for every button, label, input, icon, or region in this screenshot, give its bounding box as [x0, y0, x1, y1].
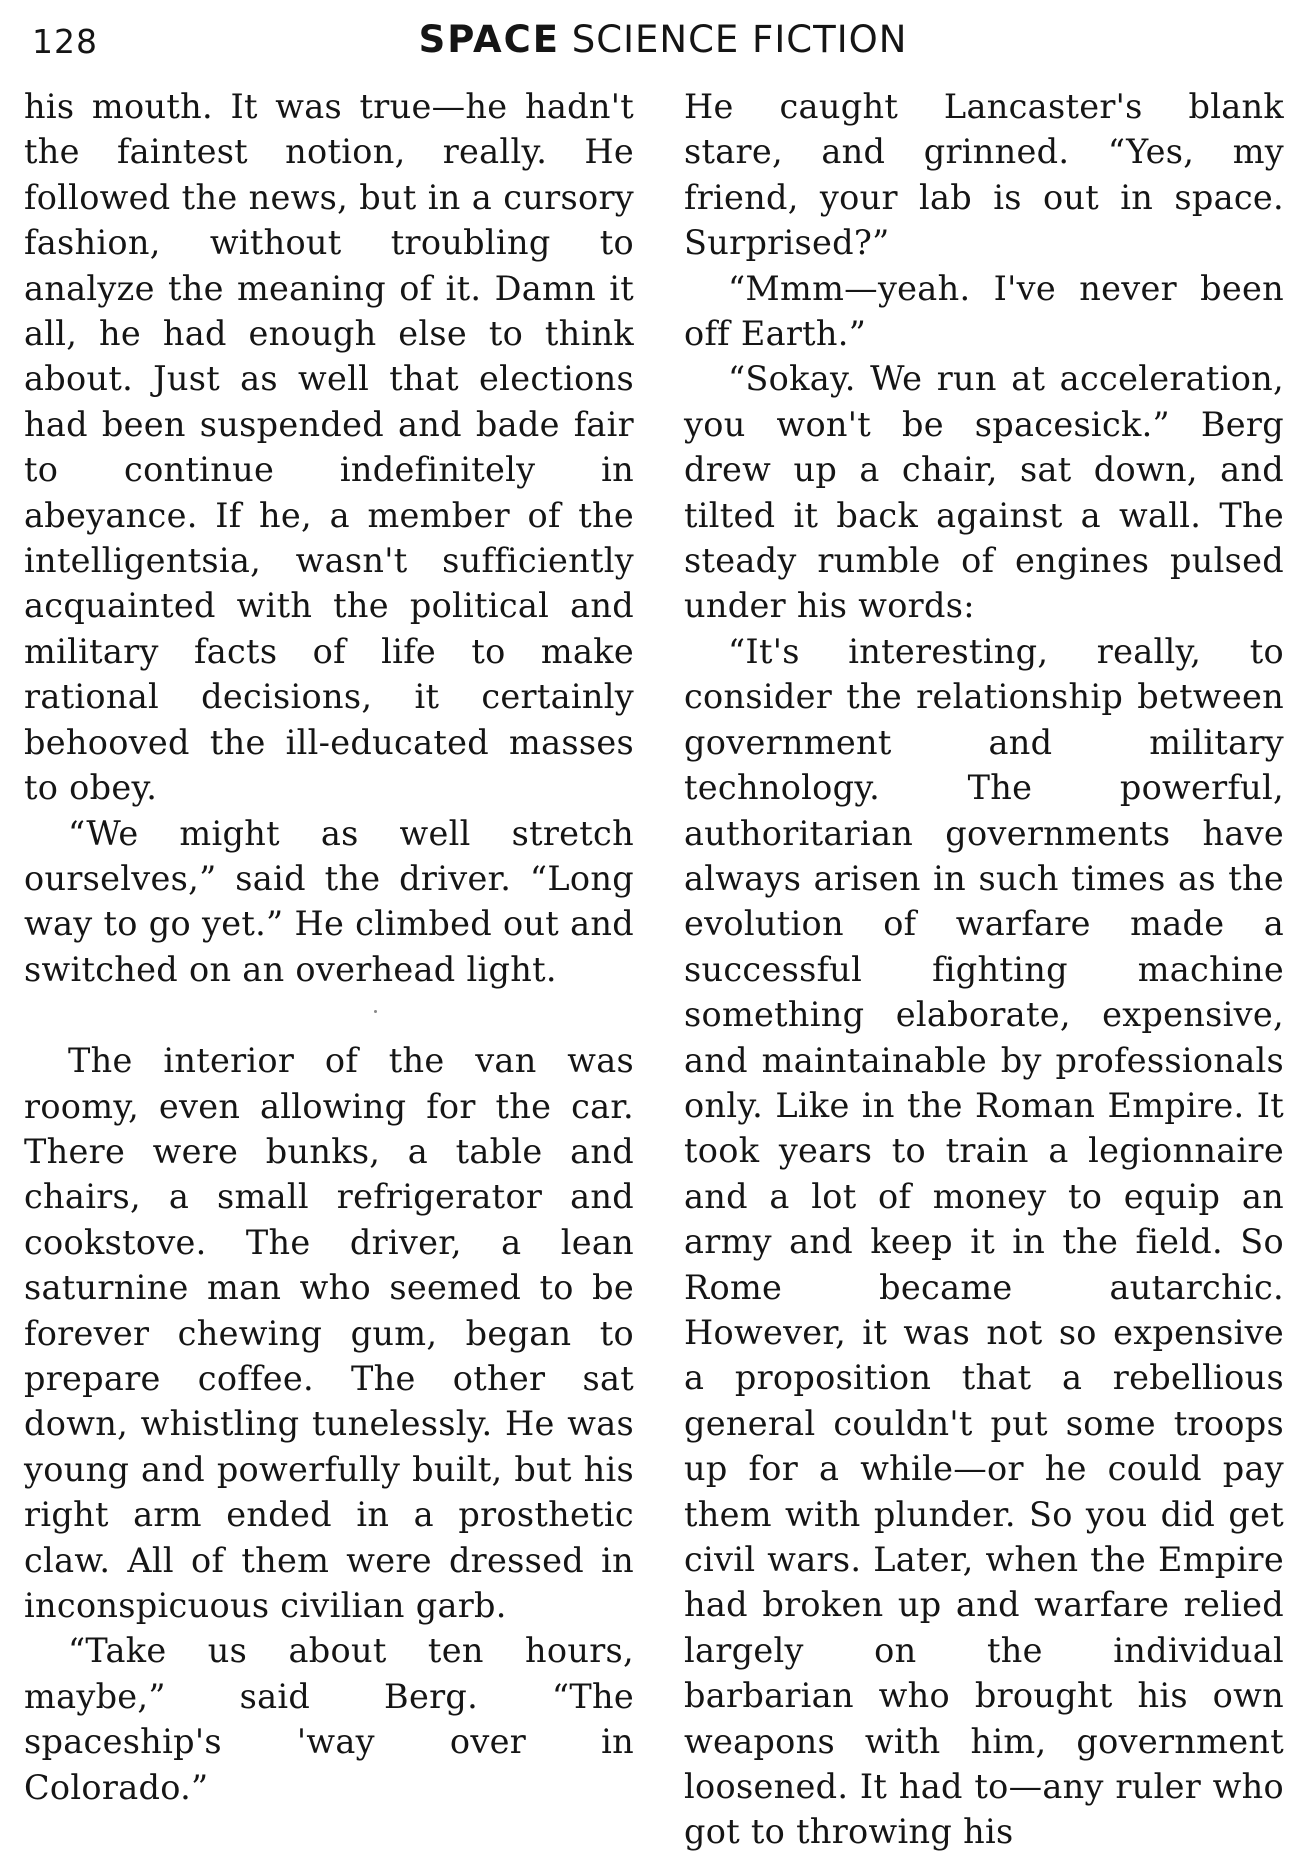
- left-column: [24, 84, 634, 1810]
- page-header: [28, 12, 1298, 72]
- page-number: 128: [32, 22, 98, 61]
- left-paragraph-1: his mouth. It was true—he hadn't the faintest notion, really. He followed the news, but in a cursory fashion, without troubling to analyze the meaning of it. Damn it all, he had enough else to think about. Just as well that elections had been suspended and bade fair to continue indefinitely in abeyance. If he, a member of the intelligentsia, wasn't sufficiently acquainted with the political and military facts of life to make rational decisions, it certainly behooved the ill-educated masses to obey.: [24, 87, 634, 808]
- left-paragraph-3: The interior of the van was roomy, even allowing for the car. There were bunks, a table and chairs, a small refrigerator and cookstove. The driver, a lean saturnine man who seemed to be forever chewing gum, began to prepare coffee. The other sat down, whistling tunelessly. He was young and powerfully built, but his right arm ended in a prosthetic claw. All of them were dressed in inconspicuous civilian garb.: [24, 1041, 634, 1625]
- magazine-title-rest: SCIENCE FICTION: [571, 18, 908, 61]
- running-head: [28, 18, 1298, 61]
- section-break-mark: [374, 1010, 377, 1013]
- right-column: [684, 84, 1284, 1855]
- section-break: [24, 992, 634, 1038]
- right-paragraph-1: He caught Lancaster's blank stare, and grinned. “Yes, my friend, your lab is out in space. Surprised?”: [684, 87, 1284, 263]
- right-paragraph-2: “Mmm—yeah. I've never been off Earth.”: [684, 268, 1284, 354]
- right-paragraph-3: “Sokay. We run at acceleration, you won't be spacesick.” Berg drew up a chair, sat down, and tilted it back against a wall. The steady rumble of engines pulsed under his words:: [684, 359, 1284, 626]
- left-paragraph-2: “We might as well stretch ourselves,” said the driver. “Long way to go yet.” He climbed out and switched on an overhead light.: [24, 813, 634, 989]
- magazine-title-bold: SPACE: [418, 18, 561, 61]
- right-paragraph-4: “It's interesting, really, to consider the relationship between government and military technology. The powerful, authoritarian governments have always arisen in such times as the evolution of warfare made a successful fighting machine something elaborate, expensive, and maintainable by professionals only. Like in the Roman Empire. It took years to train a legionnaire and a lot of money to equip an army and keep it in the field. So Rome became autarchic. However, it was not so expensive a proposition that a rebellious general couldn't put some troops up for a while—or he could pay them with plunder. So you did get civil wars. Later, when the Empire had broken up and warfare relied largely on the individual barbarian who brought his own weapons with him, government loosened. It had to—any ruler who got to throwing his: [684, 631, 1284, 1852]
- left-paragraph-4: “Take us about ten hours, maybe,” said Berg. “The spaceship's 'way over in Colorado.”: [24, 1631, 634, 1807]
